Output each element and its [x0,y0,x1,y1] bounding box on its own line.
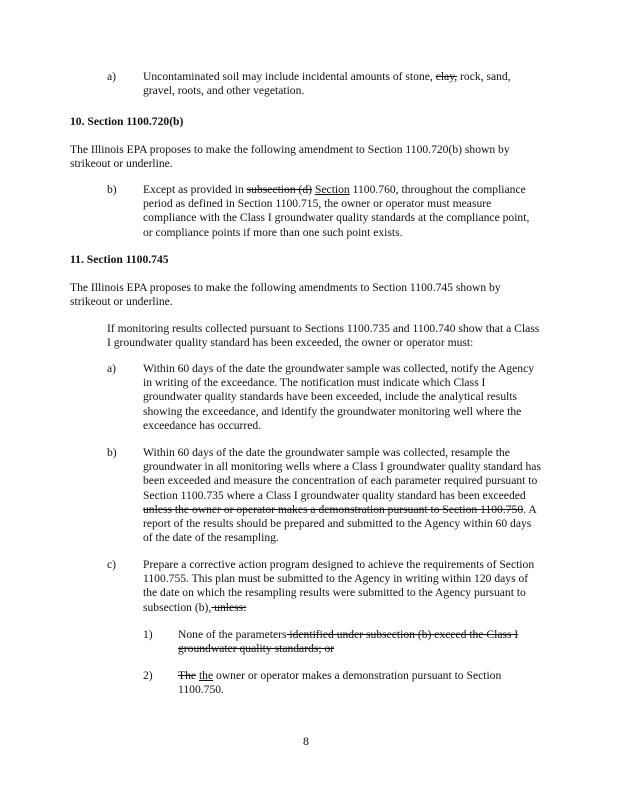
item-text-a-sec11: Within 60 days of the date the groundwater sample was collected, notify the Agency in writing of the exceedance. The notification must indicate which Class I groundwater quality standards have been exceeded, include the analytical results showing the exceedance, and identify the groundwater monitoring well where the exceedance has occurred. [143,362,535,432]
underlined-text: , [208,600,212,614]
struck-text: The [178,669,197,682]
text-run: Uncontaminated soil may include incidental amounts of stone, [143,70,433,83]
item-text-a-prev [143,70,543,98]
item-label-a-sec11: a) [107,362,117,375]
item-label-b-sec10: b) [107,183,117,196]
struck-text: identified under subsection (b) exceed the Class I groundwater quality standards; or [178,628,519,656]
subitem-text-1 [178,628,540,656]
section-11-intro: The Illinois EPA proposes to make the following amendments to Section 1100.745 shown by strikeout or underline. [70,281,501,309]
section-11-heading: 11. Section 1100.745 [70,253,169,266]
section-11-lead: If monitoring results collected pursuant to Sections 1100.735 and 1100.740 show that a Class I groundwater quality standard has been exceeded, the owner or operator must: [107,322,540,350]
text-run: . A report of the results should be prepared and submitted to the Agency within 60 days of the date of the resampling. [143,502,537,545]
text-run: owner or operator makes a demonstration pursuant to Section 1100.750. [178,669,502,697]
struck-text: unless the owner or operator makes a demonstration pursuant to Section 1100.750 [143,502,524,516]
text-run: rock, sand, gravel, roots, and other vegetation. [143,70,511,98]
underlined-text: the [198,669,214,682]
section-10-intro: The Illinois EPA proposes to make the following amendment to Section 1100.720(b) shown by strikeout or underline. [70,143,510,171]
text-run: Within 60 days of the date the groundwater sample was collected, resample the groundwater in all monitoring wells where a Class I groundwater quality standard has been exceeded and measure the concentration of each parameter required pursuant to Section 1100.735 where a Class I groundwater quality standard has been exceeded [143,446,541,502]
underlined-text: Section [314,183,350,196]
subitem-label-2: 2) [143,669,153,682]
item-label-c-sec11: c) [107,558,117,571]
struck-text: subsection (d) [246,183,313,196]
struck-text: clay, [435,70,458,83]
subitem-label-1: 1) [143,628,153,641]
item-label-a-prev: a) [107,70,117,83]
item-text-c-sec11 [143,558,541,615]
page-number: 8 [303,734,309,748]
section-10-heading: 10. Section 1100.720(b) [70,115,184,128]
subitem-text-2 [178,669,540,697]
text-run: Except as provided in [143,183,247,196]
text-run: Prepare a corrective action program designed to achieve the requirements of Section 1100.755. This plan must be submitted to the Agency in writing within 120 days of the date on which the resampling results were submitted to the Agency pursuant to subsection (b) [143,558,535,614]
struck-text: unless: [211,600,247,614]
item-text-b-sec10 [143,183,541,240]
item-text-b-sec11 [143,446,541,545]
item-label-b-sec11: b) [107,446,117,459]
text-run: 1100.760, throughout the compliance period as defined in Section 1100.715, the owner or operator must measure compliance with the Class I groundwater quality standards at the compliance point, or compliance points if more than one such point exists. [143,183,530,239]
text-run: None of the parameters [178,628,287,641]
